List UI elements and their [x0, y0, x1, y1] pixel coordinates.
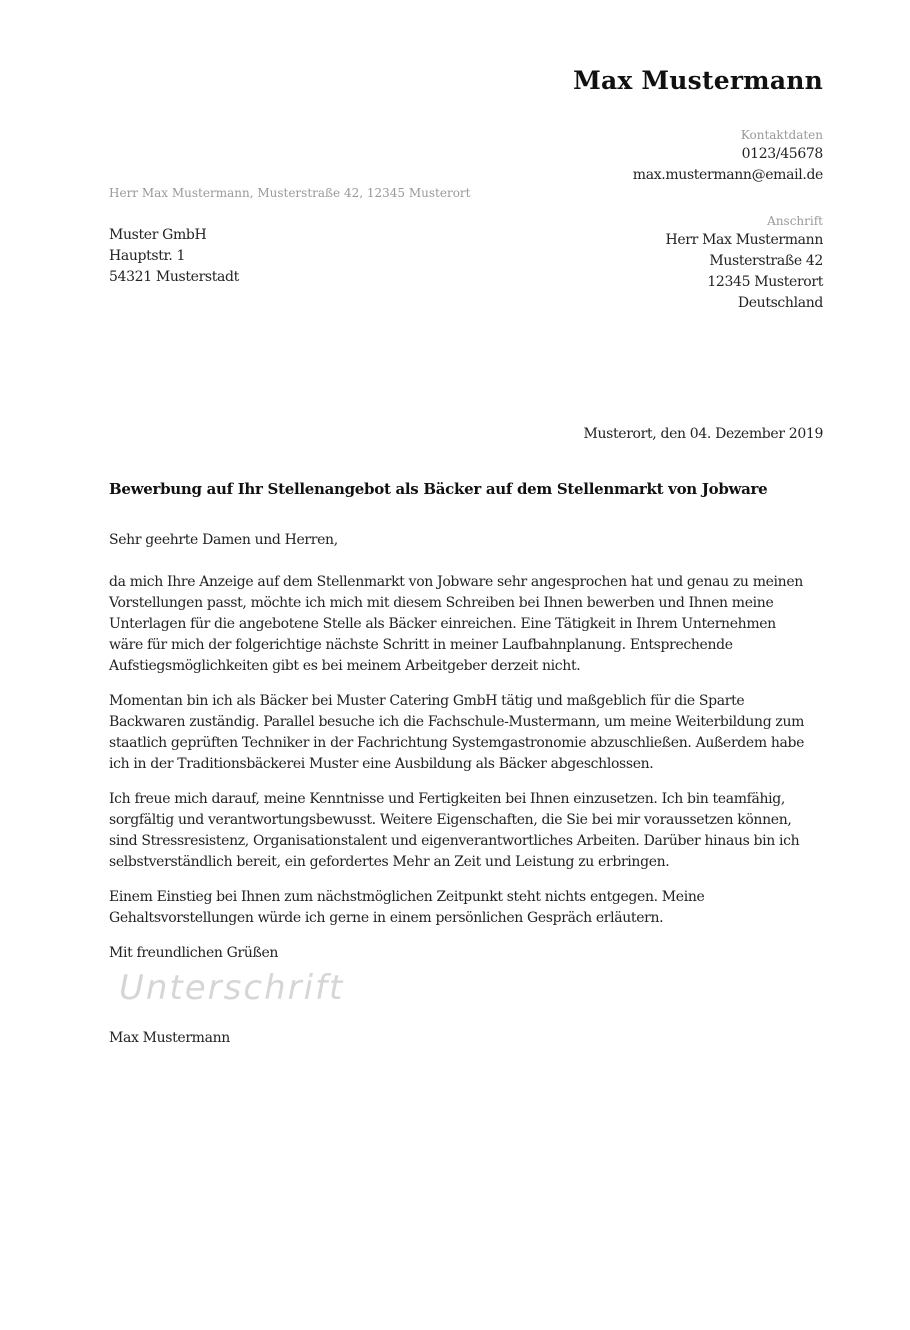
- contact-block: [633, 126, 823, 186]
- contact-email: max.mustermann@email.de: [632, 167, 823, 183]
- address-label: Anschrift: [767, 214, 823, 228]
- recipient-address: [109, 225, 239, 288]
- address-line: Deutschland: [737, 295, 823, 311]
- sender-address-block: [665, 212, 823, 314]
- address-line: Herr Max Mustermann: [665, 232, 823, 248]
- body-paragraph: da mich Ihre Anzeige auf dem Stellenmarkt von Jobware sehr angesprochen hat und genau zu meinen Vorstellungen passt, möchte ich mich mit diesem Schreiben bei Ihnen bewerben und Ihnen meine Unterlagen für die angebotene Stelle als Bäcker einreichen. Eine Tätigkeit in Ihrem Unternehmen wäre für mich der folgerichtige nächste Schritt in meiner Laufbahnplanung. Entsprechende Aufstiegsmöglichkeiten gibt es bei meinem Arbeitgeber derzeit nicht.: [109, 574, 803, 674]
- letter-subject: Bewerbung auf Ihr Stellenangebot als Bäcker auf dem Stellenmarkt von Jobware: [109, 480, 768, 498]
- signature-placeholder: Unterschrift: [119, 968, 345, 1008]
- address-line: Musterstraße 42: [709, 253, 823, 269]
- signer-name: Max Mustermann: [109, 1030, 230, 1046]
- letter-date: Musterort, den 04. Dezember 2019: [583, 426, 823, 442]
- body-paragraph: Momentan bin ich als Bäcker bei Muster Catering GmbH tätig und maßgeblich für die Sparte Backwaren zuständig. Parallel besuche ich die Fachschule-Mustermann, um meine Weiterbildung zum staatlich geprüften Techniker in der Fachrichtung Systemgastronomie abzuschließen. Außerdem habe ich in der Traditionsbäckerei Muster eine Ausbildung als Bäcker abgeschlossen.: [109, 693, 805, 772]
- recipient-line: Muster GmbH: [109, 227, 207, 243]
- letter-body: [109, 530, 809, 1049]
- signature-area: [109, 968, 809, 1028]
- recipient-line: 54321 Musterstadt: [109, 269, 239, 285]
- body-paragraph: Ich freue mich darauf, meine Kenntnisse und Fertigkeiten bei Ihnen einzusetzen. Ich bin teamfähig, sorgfältig und verantwortungsbewusst. Weitere Eigenschaften, die Sie bei mir voraussetzen können, sind Stressresistenz, Organisationstalent und eigenverantwortliches Arbeiten. Darüber hinaus bin ich selbstverständlich bereit, ein gefordertes Mehr an Zeit und Leistung zu erbringen.: [109, 791, 800, 870]
- address-line: 12345 Musterort: [707, 274, 823, 290]
- sender-return-address: Herr Max Mustermann, Musterstraße 42, 12345 Musterort: [109, 186, 471, 200]
- salutation: Sehr geehrte Damen und Herren,: [109, 532, 338, 548]
- contact-phone: 0123/45678: [741, 146, 823, 162]
- recipient-line: Hauptstr. 1: [109, 248, 186, 264]
- body-paragraph: Einem Einstieg bei Ihnen zum nächstmöglichen Zeitpunkt steht nichts entgegen. Meine Gehaltsvorstellungen würde ich gerne in einem persönlichen Gespräch erläutern.: [109, 889, 705, 926]
- closing: Mit freundlichen Grüßen: [109, 945, 279, 961]
- sender-name-heading: Max Mustermann: [573, 66, 823, 95]
- contact-label: Kontaktdaten: [740, 128, 823, 142]
